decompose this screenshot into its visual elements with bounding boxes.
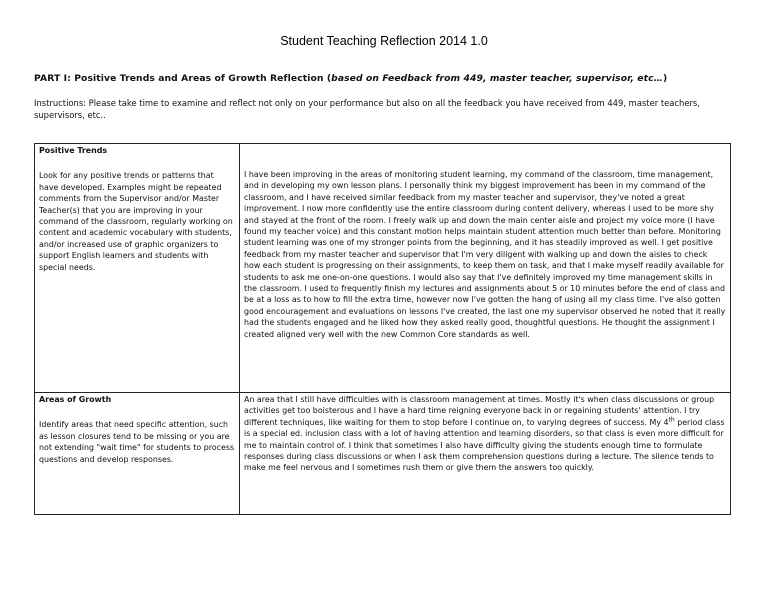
table-row-areas-of-growth: [35, 393, 731, 515]
ordinal-suffix: th: [668, 416, 675, 424]
positive-trends-response-cell[interactable]: [240, 144, 731, 393]
reflection-table: [34, 143, 731, 515]
part-heading-lead: PART I: Positive Trends and Areas of Growth Reflection (: [34, 73, 332, 84]
areas-of-growth-prompt: Identify areas that need specific attention, such as lesson closures tend to be missing or you are not extending "wait time" for students to process questions and develop responses.: [39, 420, 235, 464]
positive-trends-response: I have been improving in the areas of monitoring student learning, my command of the classroom, time management, and in developing my own lesson plans. I personally think my biggest improvement has been in my command of the classroom, and I have received similar feedback from my master teacher and supervisor, they've noted a great improvement. I now more confidently use the entire classroom during content delivery, whereas I used to be more shy and stayed at the front of the room. I freely walk up and down the main center aisle and project my voice more (I have found my teacher voice) and this constant motion helps maintain student attention much better than before. Monitoring student learning was one of my stronger points from the beginning, and it has steadily improved as well. I get positive feedback from my master teacher and supervisor that I'm very diligent with walking up and down the aisles to check how each student is progressing on their assignments, to keep them on task, and that I make myself readily available for students to ask me one-on-one questions. I would also say that I've definitely improved my time management skills in the classroom. I used to frequently finish my lectures and assignments about 5 or 10 minutes before the end of class and be at a loss as to how to fill the extra time, however now I've gotten the hang of using all my class time. I've also gotten good encouragement and evaluations on lessons I've created, the last one my supervisor observed he noted that it really had the students engaged and he liked how they asked really good, thoughtful questions. He thought the assignment I created aligned very well with the new Common Core standards as well.: [244, 170, 726, 339]
table-row-positive-trends: [35, 144, 731, 393]
positive-trends-prompt-cell: [35, 144, 240, 393]
document-title: Student Teaching Reflection 2014 1.0: [280, 34, 488, 48]
part-heading: [34, 73, 754, 84]
part-heading-italic: based on Feedback from 449, master teacher, supervisor, etc…: [331, 73, 663, 84]
instructions: Instructions: Please take time to examine and reflect not only on your performance but also on all the feedback you have received from 449, master teachers, supervisors, etc..: [34, 98, 700, 120]
part-heading-close: ): [662, 73, 668, 84]
areas-of-growth-prompt-cell: [35, 393, 240, 515]
areas-of-growth-heading: Areas of Growth: [39, 395, 112, 404]
positive-trends-prompt: Look for any positive trends or patterns that have developed. Examples might be repeated comments from the Supervisor and/or Master Teacher(s) that you are improving in your command of the classroom, regularly working on content and academic vocabulary with students, and/or increased use of graphic organizers to support English learners and students with special needs.: [39, 171, 233, 272]
areas-of-growth-response: [244, 394, 726, 474]
areas-of-growth-response-part2: period class is a special ed. inclusion class with a lot of having attention and learning disorders, so that class is even more difficult for me to maintain control of. I think that sometimes I also have difficulty giving the students enough time to formulate responses during class discussions or when I ask them comprehension questions during a lecture. The silence tends to make me feel nervous and I sometimes rush them or give them the answers too quickly.: [244, 417, 725, 473]
positive-trends-heading: Positive Trends: [39, 146, 108, 155]
areas-of-growth-response-part1: An area that I still have difficulties with is classroom management at times. Mostly it's when class discussions or group activities get too boisterous and I have a hard time reigning everyone back in or regaining students' attention. I try different techniques, like waiting for them to stop before I continue on, to varying degrees of success. My 4: [244, 395, 715, 427]
areas-of-growth-response-cell[interactable]: [240, 393, 731, 515]
